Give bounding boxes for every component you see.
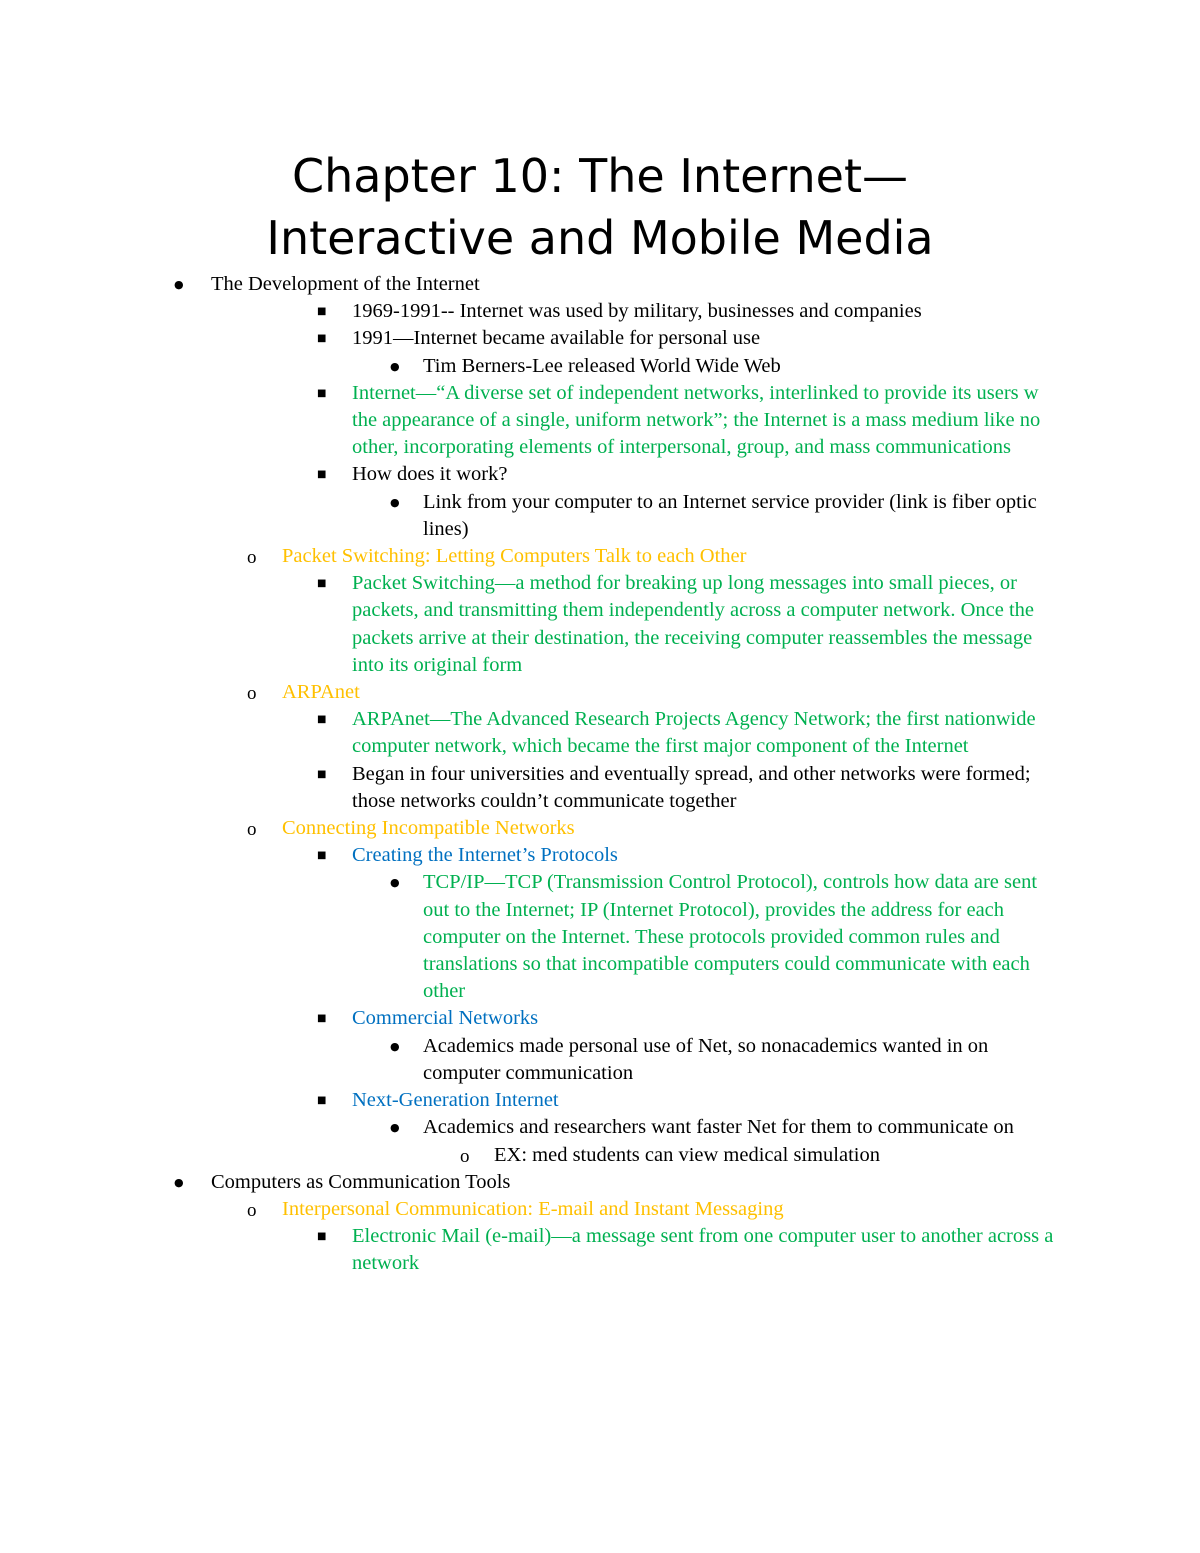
- list-item: [0, 1033, 1200, 1087]
- circle-bullet-icon: [247, 815, 257, 843]
- list-item: [0, 461, 1200, 488]
- list-item-text: Interpersonal Communication: E-mail and Instant Messaging: [282, 1197, 784, 1220]
- outline-list: [0, 271, 1200, 1278]
- list-item-text: How does it work?: [352, 463, 508, 486]
- list-item: [0, 706, 1200, 760]
- title-line-2: Interactive and Mobile Media: [266, 211, 934, 265]
- list-item-text: Creating the Internet’s Protocols: [352, 844, 618, 867]
- list-item: [0, 380, 1200, 462]
- list-item-text: The Development of the Internet: [211, 273, 480, 295]
- list-item-text: EX: med students can view medical simulation: [494, 1143, 880, 1166]
- list-item-text: Link from your computer to an Internet service provider (link is fiber optic lines): [423, 490, 1037, 540]
- page-title: [0, 145, 1200, 269]
- list-item: [0, 1005, 1200, 1032]
- list-item: [0, 815, 1200, 842]
- list-item: [0, 298, 1200, 325]
- dot-bullet-icon: [390, 353, 400, 383]
- list-item: [0, 1142, 1200, 1169]
- dot-bullet-icon: [390, 1033, 400, 1063]
- list-item: [0, 570, 1200, 679]
- list-item: [0, 1114, 1200, 1141]
- list-item-text: ARPAnet—The Advanced Research Projects Agency Network; the first nationwide computer network, which became the first major component of the Internet: [352, 708, 1036, 758]
- list-item-text: Tim Berners-Lee released World Wide Web: [423, 354, 781, 377]
- square-bullet-icon: [317, 570, 326, 601]
- square-bullet-icon: [317, 706, 326, 737]
- list-item-text: Began in four universities and eventually spread, and other networks were formed; those networks couldn’t communicate together: [352, 762, 1031, 812]
- list-item-text: Academics and researchers want faster Net for them to communicate on: [423, 1116, 1014, 1139]
- list-item: [0, 1169, 1200, 1196]
- list-item: [0, 1087, 1200, 1114]
- square-bullet-icon: [317, 380, 326, 411]
- list-item-text: Computers as Communication Tools: [211, 1170, 511, 1193]
- dot-bullet-icon: [174, 271, 184, 301]
- list-item-text: Internet—“A diverse set of independent networks, interlinked to provide its users w the appearance of a single, uniform network”; the Internet is a mass medium like no other, incorporating elements of interpersonal, group, and mass communications: [352, 381, 1041, 459]
- list-item: [0, 1223, 1200, 1277]
- list-item-text: Commercial Networks: [352, 1007, 539, 1030]
- dot-bullet-icon: [174, 1169, 184, 1199]
- title-line-1: Chapter 10: The Internet—: [291, 149, 908, 203]
- list-item: [0, 869, 1200, 1005]
- list-item-text: Connecting Incompatible Networks: [282, 817, 575, 840]
- list-item: [0, 489, 1200, 543]
- list-item: [0, 679, 1200, 706]
- list-item-text: 1991—Internet became available for personal use: [352, 327, 761, 350]
- list-item: [0, 761, 1200, 815]
- dot-bullet-icon: [390, 1114, 400, 1144]
- list-item: [0, 353, 1200, 380]
- dot-bullet-icon: [390, 489, 400, 519]
- list-item-text: 1969-1991-- Internet was used by military, businesses and companies: [352, 300, 922, 323]
- list-item: [0, 842, 1200, 869]
- list-item-text: Electronic Mail (e-mail)—a message sent from one computer user to another across a network: [352, 1225, 1054, 1275]
- list-item-text: TCP/IP—TCP (Transmission Control Protocol), controls how data are sent out to the Internet; IP (Internet Protocol), provides the address for each computer on the Internet. These protocols provided common rules and translations so that incompatible computers could communicate with each other: [423, 871, 1038, 1003]
- list-item: [0, 543, 1200, 570]
- square-bullet-icon: [317, 761, 326, 792]
- dot-bullet-icon: [390, 869, 400, 899]
- list-item-text: Academics made personal use of Net, so nonacademics wanted in on computer communication: [423, 1034, 989, 1084]
- list-item-text: Packet Switching: Letting Computers Talk to each Other: [282, 545, 747, 568]
- circle-bullet-icon: [247, 679, 257, 707]
- circle-bullet-icon: [247, 543, 257, 571]
- list-item: [0, 325, 1200, 352]
- list-item-text: Packet Switching—a method for breaking up long messages into small pieces, or packets, and transmitting them independently across a computer network. Once the packets arrive at their destination, the receiving computer reassembles the message into its original form: [352, 572, 1034, 676]
- list-item-text: ARPAnet: [282, 681, 360, 704]
- circle-bullet-icon: [460, 1142, 470, 1170]
- list-item: [0, 271, 1200, 298]
- list-item-text: Next-Generation Internet: [352, 1089, 559, 1112]
- circle-bullet-icon: [247, 1196, 257, 1224]
- list-item: [0, 1196, 1200, 1223]
- square-bullet-icon: [317, 1223, 326, 1254]
